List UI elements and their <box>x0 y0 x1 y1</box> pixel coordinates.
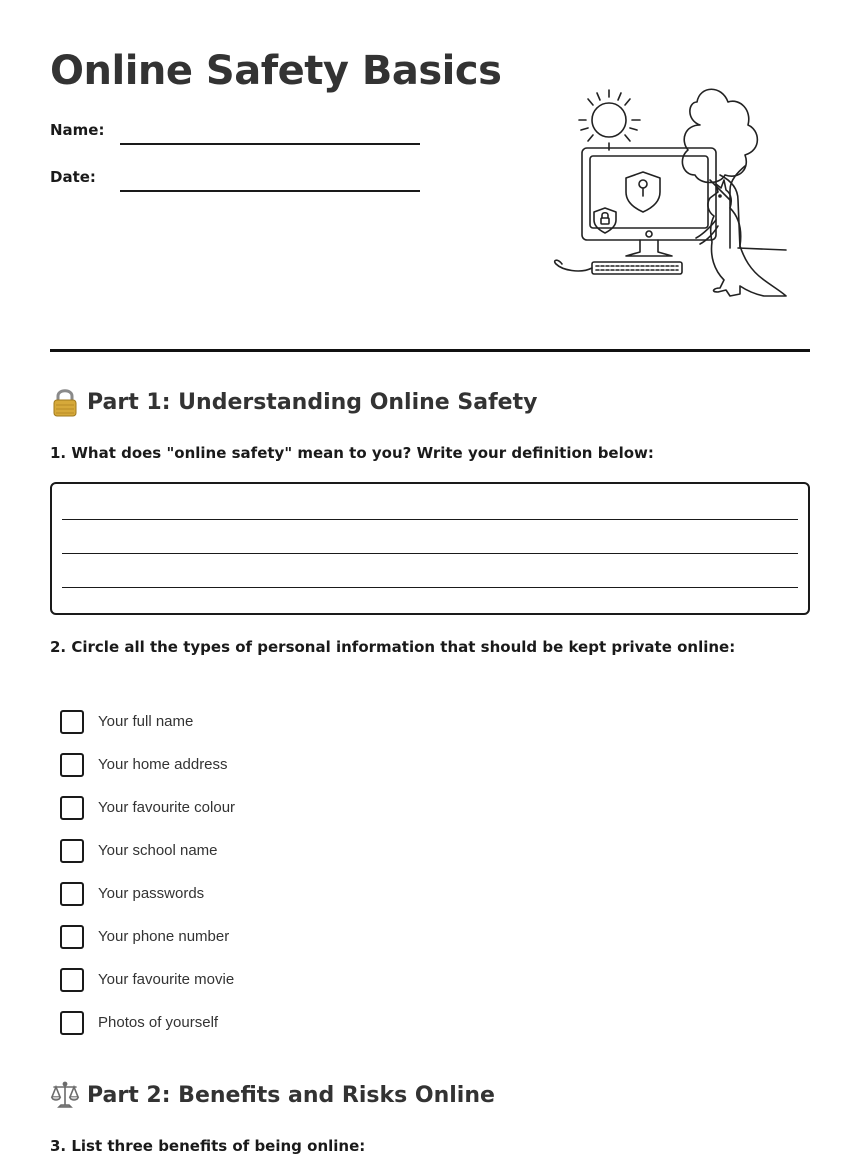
checkbox-label: Your phone number <box>98 928 230 945</box>
list-item[interactable] <box>60 700 235 743</box>
checkbox-label: Your passwords <box>98 885 205 902</box>
checkbox[interactable] <box>60 882 84 906</box>
checkbox-label: Your favourite movie <box>98 971 235 988</box>
checkbox-label: Your favourite colour <box>98 799 236 816</box>
list-item[interactable] <box>60 829 235 872</box>
checkbox-label: Photos of yourself <box>98 1014 219 1031</box>
list-item[interactable] <box>60 786 235 829</box>
part1-heading-text: Part 1: Understanding Online Safety <box>87 389 538 415</box>
list-item[interactable] <box>60 915 235 958</box>
checkbox[interactable] <box>60 925 84 949</box>
name-field[interactable] <box>120 143 420 145</box>
part2-heading <box>50 1080 495 1110</box>
list-item[interactable] <box>60 958 235 1001</box>
part2-heading-text: Part 2: Benefits and Risks Online <box>87 1082 495 1108</box>
computer-icon <box>555 148 716 274</box>
checkbox[interactable] <box>60 753 84 777</box>
checkbox[interactable] <box>60 710 84 734</box>
checkbox-label: Your home address <box>98 756 228 773</box>
checkbox-label: Your school name <box>98 842 218 859</box>
question-2: 2. Circle all the types of personal information that should be kept private online: <box>50 638 736 656</box>
page-title: Online Safety Basics <box>50 48 502 94</box>
tree-icon <box>682 89 786 250</box>
lock-icon <box>50 387 80 417</box>
checkbox[interactable] <box>60 796 84 820</box>
scales-icon <box>50 1080 80 1110</box>
list-item[interactable] <box>60 872 235 915</box>
definition-answer-box[interactable] <box>50 482 810 615</box>
checkbox-label: Your full name <box>98 713 194 730</box>
computer-kangaroo-tree-illustration <box>550 80 795 305</box>
list-item[interactable] <box>60 1001 235 1044</box>
checkbox[interactable] <box>60 1011 84 1035</box>
answer-line <box>62 553 798 554</box>
question-1: 1. What does "online safety" mean to you? Write your definition below: <box>50 444 654 462</box>
sun-icon <box>579 90 640 150</box>
date-label: Date: <box>50 168 96 186</box>
date-field[interactable] <box>120 190 420 192</box>
list-item[interactable] <box>60 743 235 786</box>
answer-line <box>62 519 798 520</box>
checkbox[interactable] <box>60 839 84 863</box>
checkbox[interactable] <box>60 968 84 992</box>
kangaroo-icon <box>696 180 786 296</box>
private-info-checklist <box>60 700 235 1044</box>
answer-line <box>62 587 798 588</box>
name-label: Name: <box>50 121 105 139</box>
header-divider <box>50 349 810 352</box>
question-3: 3. List three benefits of being online: <box>50 1137 366 1155</box>
part1-heading <box>50 387 537 417</box>
